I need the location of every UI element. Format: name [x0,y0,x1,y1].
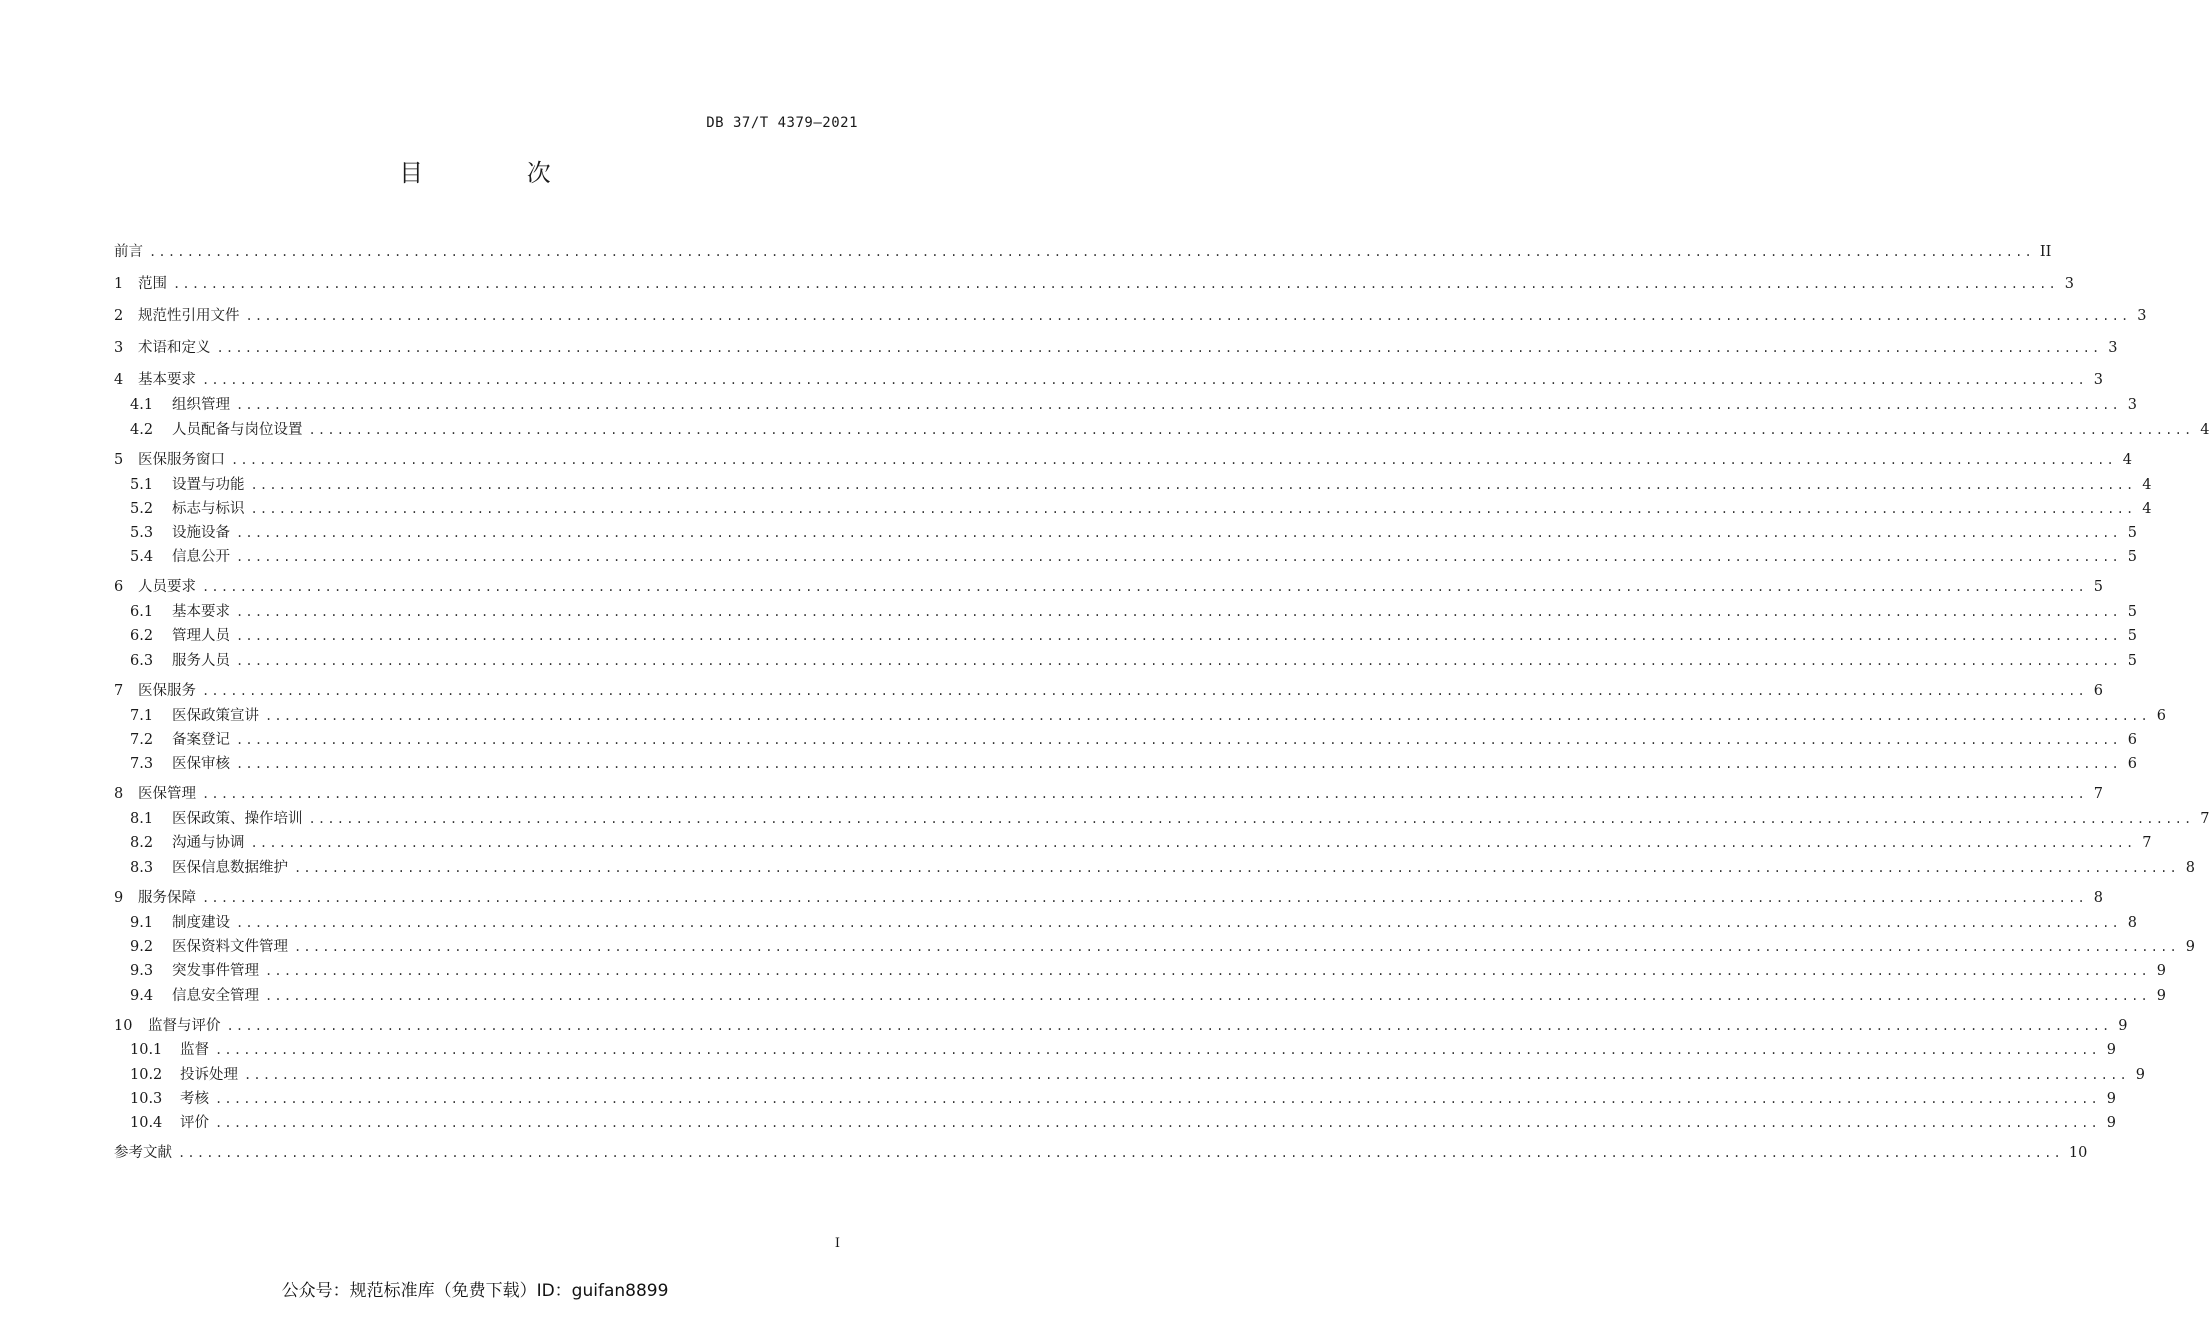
toc-entry-number: 5.3 [130,525,154,541]
toc-leader-dots: ........................................................................................................................................................................................................ [308,423,2194,437]
toc-entry[interactable] [114,369,2103,391]
toc-entry[interactable] [130,601,2137,623]
toc-leader-dots: ........................................................................................................................................................................................................ [236,526,2121,540]
toc-entry-label: 管理人员 [172,628,230,644]
toc-entry-number: 7.1 [130,708,154,724]
toc-leader-dots: ........................................................................................................................................................................................................ [216,341,2102,355]
toc-leader-dots: ........................................................................................................................................................................................................ [202,787,2087,801]
page-number: I [834,1236,840,1251]
toc-entry[interactable] [130,1064,2145,1086]
toc-entry[interactable] [114,576,2103,598]
toc-entry-number: 10.3 [130,1091,163,1107]
toc-entry-number: 9.3 [130,963,154,979]
toc-entry[interactable] [114,337,2118,359]
toc-leader-dots: ........................................................................................................................................................................................................ [231,453,2116,467]
toc-entry-label: 范围 [138,276,167,292]
toc-entry-number: 8.2 [130,835,154,851]
toc-entry-label: 参考文献 [114,1145,172,1161]
toc-entry-label: 基本要求 [138,372,196,388]
toc-entry-label: 医保审核 [172,756,230,772]
toc-leader-dots: ........................................................................................................................................................................................................ [226,1019,2112,1033]
toc-entry[interactable] [130,832,2152,854]
toc-entry[interactable] [130,625,2137,647]
toc-entry-page: 8 [2093,890,2103,906]
toc-leader-dots: ........................................................................................................................................................................................................ [202,373,2087,387]
toc-entry-label: 突发事件管理 [172,963,259,979]
toc-entry-number: 7.3 [130,756,154,772]
toc-entry-page: 9 [2156,988,2166,1004]
toc-leader-dots: ........................................................................................................................................................................................................ [236,629,2121,643]
toc-entry-page: 4 [2142,501,2152,517]
toc-entry-page: 4 [2200,422,2209,438]
toc-entry-page: 5 [2127,604,2137,620]
toc-entry-label: 监督 [180,1042,209,1058]
toc-entry-number: 4.2 [130,422,154,438]
toc-entry[interactable] [114,305,2147,327]
toc-entry-label: 前言 [114,244,143,260]
toc-leader-dots: ........................................................................................................................................................................................................ [215,1116,2100,1130]
toc-entry[interactable] [130,546,2137,568]
toc-entry-page: 5 [2127,653,2137,669]
toc-entry-label: 术语和定义 [138,340,211,356]
toc-entry-label: 医保服务 [138,683,196,699]
toc-entry-page: II [2039,244,2052,260]
toc-entry-page: 8 [2127,915,2137,931]
toc-entry-number: 8.3 [130,860,154,876]
toc-entry-label: 医保政策、操作培训 [172,811,303,827]
toc-entry-page: 9 [2156,963,2166,979]
toc-entry-number: 6.3 [130,653,154,669]
footer-watermark: 公众号：规范标准库（免费下载）ID：guifan8899 [281,1281,669,1301]
toc-entry-number: 2 [114,308,124,324]
toc-leader-dots: ........................................................................................................................................................................................................ [250,502,2136,516]
toc-entry[interactable] [114,887,2103,909]
toc-entry-page: 9 [2118,1018,2128,1034]
toc-entry[interactable] [114,449,2132,471]
toc-leader-dots: ........................................................................................................................................................................................................ [173,277,2058,291]
toc-leader-dots: ........................................................................................................................................................................................................ [250,836,2136,850]
toc-entry[interactable] [130,705,2166,727]
toc-entry-page: 9 [2106,1091,2116,1107]
toc-leader-dots: ........................................................................................................................................................................................................ [294,861,2179,875]
toc-entry[interactable] [114,273,2074,295]
toc-entry-page: 5 [2093,579,2103,595]
toc-leader-dots: ........................................................................................................................................................................................................ [265,709,2150,723]
toc-entry-number: 8 [114,786,124,802]
toc-entry[interactable] [114,1142,2088,1164]
toc-entry-page: 6 [2127,732,2137,748]
toc-leader-dots: ........................................................................................................................................................................................................ [215,1092,2100,1106]
toc-entry-page: 9 [2135,1067,2145,1083]
toc-leader-dots: ........................................................................................................................................................................................................ [202,684,2087,698]
toc-entry[interactable] [130,650,2137,672]
toc-entry-number: 7.2 [130,732,154,748]
toc-entry[interactable] [130,857,2195,879]
toc-entry[interactable] [130,498,2152,520]
toc-leader-dots: ........................................................................................................................................................................................................ [265,964,2150,978]
toc-entry-page: 7 [2200,811,2209,827]
toc-entry-label: 人员要求 [138,579,196,595]
toc-leader-dots: ........................................................................................................................................................................................................ [265,989,2150,1003]
toc-leader-dots: ........................................................................................................................................................................................................ [294,940,2179,954]
toc-entry-number: 4 [114,372,124,388]
toc-entry-label: 设施设备 [172,525,230,541]
toc-entry[interactable] [130,753,2137,775]
toc-entry-page: 9 [2185,939,2195,955]
toc-entry[interactable] [130,960,2166,982]
toc-entry-number: 9 [114,890,124,906]
toc-entry-number: 6 [114,579,124,595]
toc-entry-page: 7 [2142,835,2152,851]
toc-entry-number: 4.1 [130,397,154,413]
toc-entry-page: 10 [2068,1145,2088,1161]
toc-entry-page: 3 [2137,308,2147,324]
toc-entry-number: 10.1 [130,1042,163,1058]
toc-entry-number: 1 [114,276,124,292]
toc-entry-number: 9.1 [130,915,154,931]
toc-entry-page: 9 [2106,1042,2116,1058]
toc-entry-page: 6 [2156,708,2166,724]
toc-entry[interactable] [130,419,2209,441]
toc-entry-page: 4 [2142,477,2152,493]
toc-entry-label: 服务保障 [138,890,196,906]
toc-entry-number: 5.4 [130,549,154,565]
toc-entry[interactable] [114,1015,2128,1037]
toc-entry[interactable] [130,394,2137,416]
toc-entry-label: 投诉处理 [180,1067,238,1083]
toc-entry[interactable] [130,522,2137,544]
toc-entry-number: 10 [114,1018,133,1034]
toc-leader-dots: ........................................................................................................................................................................................................ [308,812,2194,826]
toc-leader-dots: ........................................................................................................................................................................................................ [215,1043,2100,1057]
toc-leader-dots: ........................................................................................................................................................................................................ [202,580,2087,594]
toc-entry-label: 医保资料文件管理 [172,939,288,955]
toc-entry-label: 信息公开 [172,549,230,565]
toc-entry[interactable] [114,680,2103,702]
toc-entry[interactable] [130,985,2166,1007]
toc-entry-page: 7 [2093,786,2103,802]
toc-entry-page: 5 [2127,628,2137,644]
toc-entry-number: 3 [114,340,124,356]
toc-entry-label: 监督与评价 [148,1018,221,1034]
toc-leader-dots: ........................................................................................................................................................................................................ [236,757,2121,771]
toc-entry-label: 服务人员 [172,653,230,669]
toc-entry-number: 10.4 [130,1115,163,1131]
toc-entry[interactable] [130,936,2195,958]
toc-entry[interactable] [114,783,2103,805]
toc-title: 目 次 [399,159,599,187]
toc-leader-dots: ........................................................................................................................................................................................................ [178,1146,2063,1160]
toc-entry-number: 7 [114,683,124,699]
toc-entry-number: 5.1 [130,477,154,493]
toc-leader-dots: ........................................................................................................................................................................................................ [236,654,2121,668]
document-code: DB 37/T 4379—2021 [706,115,858,131]
toc-entry[interactable] [130,808,2209,830]
toc-entry-label: 备案登记 [172,732,230,748]
toc-entry-page: 6 [2127,756,2137,772]
toc-entry-label: 设置与功能 [172,477,245,493]
toc-leader-dots: ........................................................................................................................................................................................................ [236,916,2121,930]
toc-entry-label: 信息安全管理 [172,988,259,1004]
toc-entry-number: 5.2 [130,501,154,517]
toc-entry-page: 5 [2127,525,2137,541]
toc-entry-label: 规范性引用文件 [138,308,240,324]
toc-leader-dots: ........................................................................................................................................................................................................ [250,478,2136,492]
toc-entry-number: 8.1 [130,811,154,827]
toc-entry[interactable] [130,729,2137,751]
toc-leader-dots: ........................................................................................................................................................................................................ [236,605,2121,619]
toc-leader-dots: ........................................................................................................................................................................................................ [236,550,2121,564]
toc-leader-dots: ........................................................................................................................................................................................................ [244,1068,2129,1082]
toc-entry-label: 医保政策宣讲 [172,708,259,724]
toc-leader-dots: ........................................................................................................................................................................................................ [236,733,2121,747]
toc-entry-number: 5 [114,452,124,468]
toc-entry-page: 3 [2064,276,2074,292]
toc-entry-label: 考核 [180,1091,209,1107]
toc-entry[interactable] [130,912,2137,934]
toc-entry-label: 人员配备与岗位设置 [172,422,303,438]
toc-entry-label: 组织管理 [172,397,230,413]
toc-entry-number: 6.2 [130,628,154,644]
toc-entry-label: 标志与标识 [172,501,245,517]
toc-entry-number: 6.1 [130,604,154,620]
toc-entry-label: 医保服务窗口 [138,452,225,468]
toc-entry-page: 5 [2127,549,2137,565]
toc-entry-number: 10.2 [130,1067,163,1083]
toc-entry-label: 评价 [180,1115,209,1131]
toc-entry[interactable] [130,474,2152,496]
toc-leader-dots: ........................................................................................................................................................................................................ [236,398,2121,412]
toc-entry-page: 3 [2093,372,2103,388]
toc-entry-page: 9 [2106,1115,2116,1131]
toc-entry[interactable] [130,1039,2116,1061]
toc-entry-label: 基本要求 [172,604,230,620]
toc-entry-label: 医保信息数据维护 [172,860,288,876]
toc-entry-label: 制度建设 [172,915,230,931]
toc-entry[interactable] [114,241,2052,263]
toc-leader-dots: ........................................................................................................................................................................................................ [202,891,2087,905]
toc-leader-dots: ........................................................................................................................................................................................................ [245,309,2131,323]
toc-entry[interactable] [130,1088,2116,1110]
toc-entry[interactable] [130,1112,2116,1134]
toc-entry-page: 3 [2127,397,2137,413]
toc-entry-label: 医保管理 [138,786,196,802]
toc-entry-number: 9.2 [130,939,154,955]
toc-entry-page: 6 [2093,683,2103,699]
toc-entry-label: 沟通与协调 [172,835,245,851]
toc-entry-page: 3 [2108,340,2118,356]
toc-entry-number: 9.4 [130,988,154,1004]
toc-entry-page: 8 [2185,860,2195,876]
toc-entry-page: 4 [2122,452,2132,468]
toc-leader-dots: ........................................................................................................................................................................................................ [149,245,2034,259]
